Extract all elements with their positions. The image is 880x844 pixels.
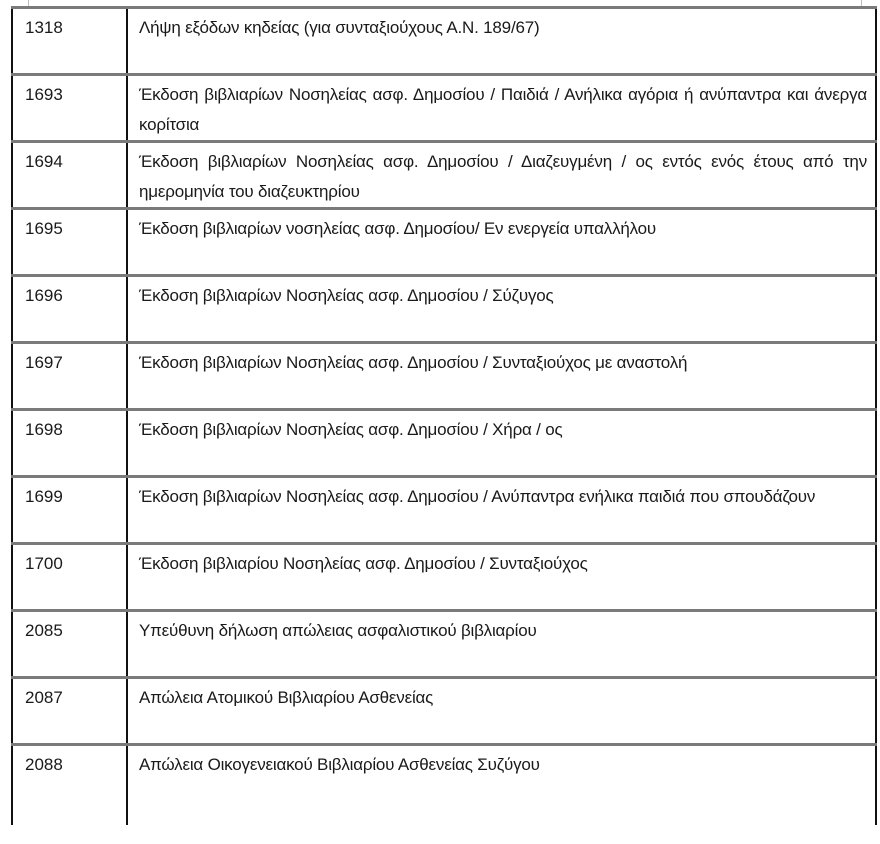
- table-row: [12, 477, 876, 544]
- description-text: Έκδοση βιβλιαρίων Νοσηλείας ασφ. Δημοσίου / Σύζυγος: [139, 286, 554, 305]
- table-row: [12, 544, 876, 611]
- description-cell: [127, 8, 876, 75]
- description-text: Έκδοση βιβλιαρίου Νοσηλείας ασφ. Δημοσίου / Συνταξιούχος: [139, 554, 588, 573]
- code-cell: 1699: [12, 477, 127, 544]
- description-cell: [127, 477, 876, 544]
- table-row: [12, 142, 876, 209]
- description-text: Απώλεια Οικογενειακού Βιβλιαρίου Ασθενείας Συζύγου: [139, 755, 540, 774]
- description-text: Λήψη εξόδων κηδείας (για συνταξιούχους Α.Ν. 189/67): [139, 18, 540, 37]
- table-row: [12, 410, 876, 477]
- description-text: Έκδοση βιβλιαρίων Νοσηλείας ασφ. Δημοσίου / Ανύπαντρα ενήλικα παιδιά που σπουδάζουν: [139, 487, 816, 506]
- code-cell: 1696: [12, 276, 127, 343]
- description-text: Έκδοση βιβλιαρίων Νοσηλείας ασφ. Δημοσίου / Χήρα / ος: [139, 420, 563, 439]
- table-row: [12, 611, 876, 678]
- description-text: Έκδοση βιβλιαρίων νοσηλείας ασφ. Δημοσίου/ Εν ενεργεία υπαλλήλου: [139, 219, 657, 238]
- table-row: [12, 75, 876, 142]
- description-cell: [127, 142, 876, 209]
- description-text: Έκδοση βιβλιαρίων Νοσηλείας ασφ. Δημοσίου / Συνταξιούχος με αναστολή: [139, 353, 688, 372]
- code-cell: 1698: [12, 410, 127, 477]
- code-cell: 1694: [12, 142, 127, 209]
- description-cell: [127, 343, 876, 410]
- description-text: Υπεύθυνη δήλωση απώλειας ασφαλιστικού βιβλιαρίου: [139, 621, 537, 640]
- description-cell: [127, 75, 876, 142]
- table-row: [12, 678, 876, 745]
- description-cell: [127, 410, 876, 477]
- table-row: [12, 343, 876, 410]
- description-cell: [127, 544, 876, 611]
- description-cell: [127, 611, 876, 678]
- description-cell: [127, 209, 876, 276]
- description-cell: [127, 276, 876, 343]
- table-row: [12, 276, 876, 343]
- code-cell: 1695: [12, 209, 127, 276]
- code-cell: 1697: [12, 343, 127, 410]
- description-cell: [127, 678, 876, 745]
- service-codes-table: [11, 6, 877, 825]
- code-cell: 2087: [12, 678, 127, 745]
- code-cell: 1318: [12, 8, 127, 75]
- code-cell: 2088: [12, 745, 127, 825]
- code-cell: 2085: [12, 611, 127, 678]
- table-row: [12, 209, 876, 276]
- description-text: Απώλεια Ατομικού Βιβλιαρίου Ασθενείας: [139, 688, 434, 707]
- table-row: [12, 8, 876, 75]
- code-cell: 1693: [12, 75, 127, 142]
- description-cell: [127, 745, 876, 825]
- description-text: Έκδοση βιβλιαρίων Νοσηλείας ασφ. Δημοσίου / Διαζευγμένη / ος εντός ενός έτους από την ημερομηνία του διαζευκτηρίου: [139, 152, 867, 201]
- description-text: Έκδοση βιβλιαρίων Νοσηλείας ασφ. Δημοσίου / Παιδιά / Ανήλικα αγόρια ή ανύπαντρα και άνεργα κορίτσια: [139, 85, 867, 134]
- code-cell: 1700: [12, 544, 127, 611]
- table-row: [12, 745, 876, 825]
